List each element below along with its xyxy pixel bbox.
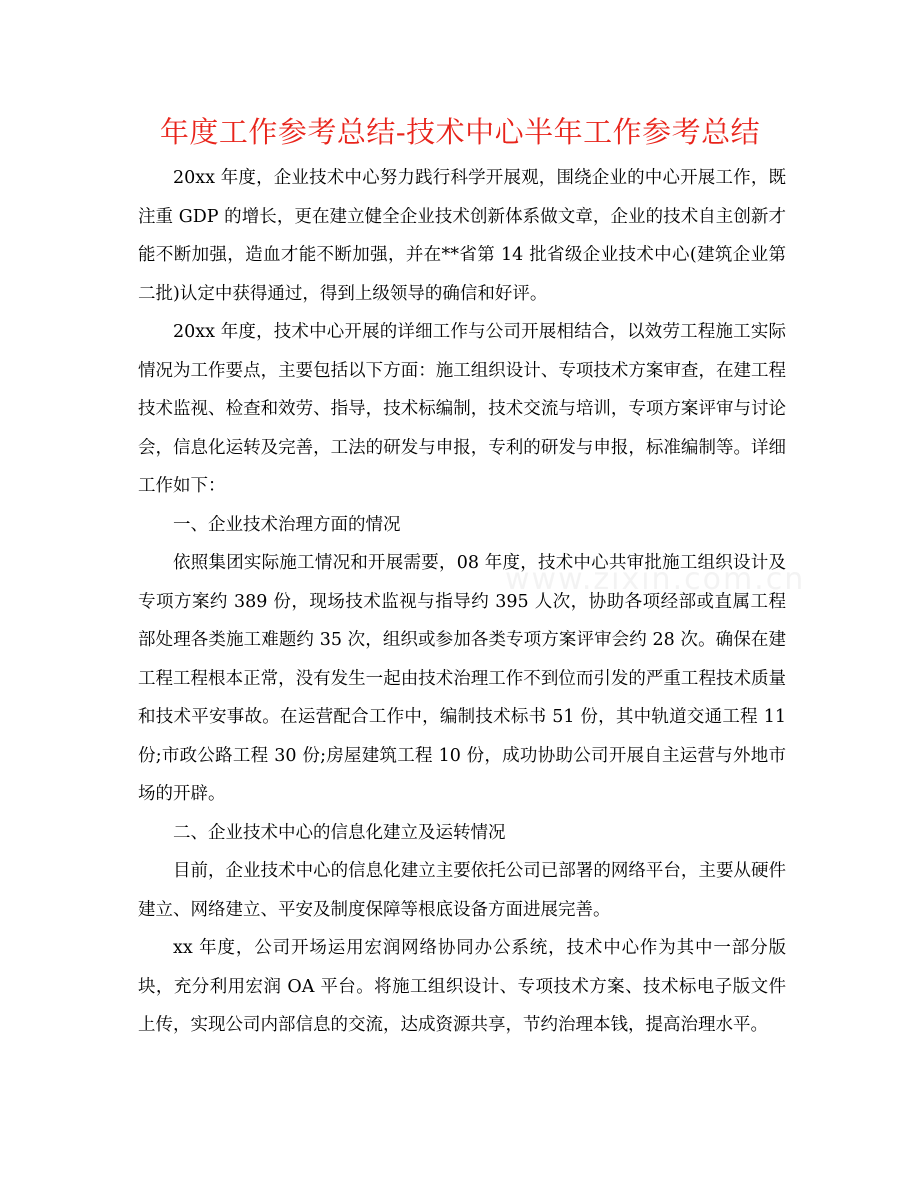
section-heading-management: 一、企业技术治理方面的情况 [173,514,401,535]
section-heading-informatization: 二、企业技术中心的信息化建立及运转情况 [173,822,506,843]
paragraph-oa-platform: xx 年度，公司开场运用宏润网络协同办公系统，技术中心作为其中一部分版块，充分利用宏润 OA 平台。将施工组织设计、专项技术方案、技术标电子版文件上传，实现公司内部信息的交流，达成资源共享，节约治理本钱，提高治理水平。 [138,938,786,1035]
watermark: www.zixin.com.cn [505,562,806,597]
paragraph-scope: 20xx 年度，技术中心开展的详细工作与公司开展相结合，以效劳工程施工实际情况为工作要点，主要包括以下方面：施工组织设计、专项技术方案审查，在建工程技术监视、检查和效劳、指导，技术标编制，技术交流与培训，专项方案评审与讨论会，信息化运转及完善，工法的研发与申报，专利的研发与申报，标准编制等。详细工作如下： [138,322,786,496]
document-title: 年度工作参考总结-技术中心半年工作参考总结 [159,115,761,149]
document-body [138,159,786,1045]
paragraph-intro: 20xx 年度，企业技术中心努力践行科学开展观，围绕企业的中心开展工作，既注重 GDP 的增长，更在建立健全企业技术创新体系做文章，企业的技术自主创新才能不断加强，造血才能不断加强，并在**省第 14 批省级企业技术中心(建筑企业第二批)认定中获得通过，得到上级领导的确信和好评。 [138,168,786,304]
paragraph-informatization: 目前，企业技术中心的信息化建立主要依托公司已部署的网络平台，主要从硬件建立、网络建立、平安及制度保障等根底设备方面进展完善。 [138,861,786,920]
paragraph-management: 依照集团实际施工情况和开展需要，08 年度，技术中心共审批施工组织设计及专项方案约 389 份，现场技术监视与指导约 395 人次，协助各项经部或直属工程部处理各类施工难题约 35 次，组织或参加各类专项方案评审会约 28 次。确保在建工程工程根本正常，没有发生一起由技术治理工作不到位而引发的严重工程技术质量和技术平安事故。在运营配合工作中，编制技术标书 51 份，其中轨道交通工程 11 份;市政公路工程 30 份;房屋建筑工程 10 份，成功协助公司开展自主运营与外地市场的开辟。 [138,553,786,804]
